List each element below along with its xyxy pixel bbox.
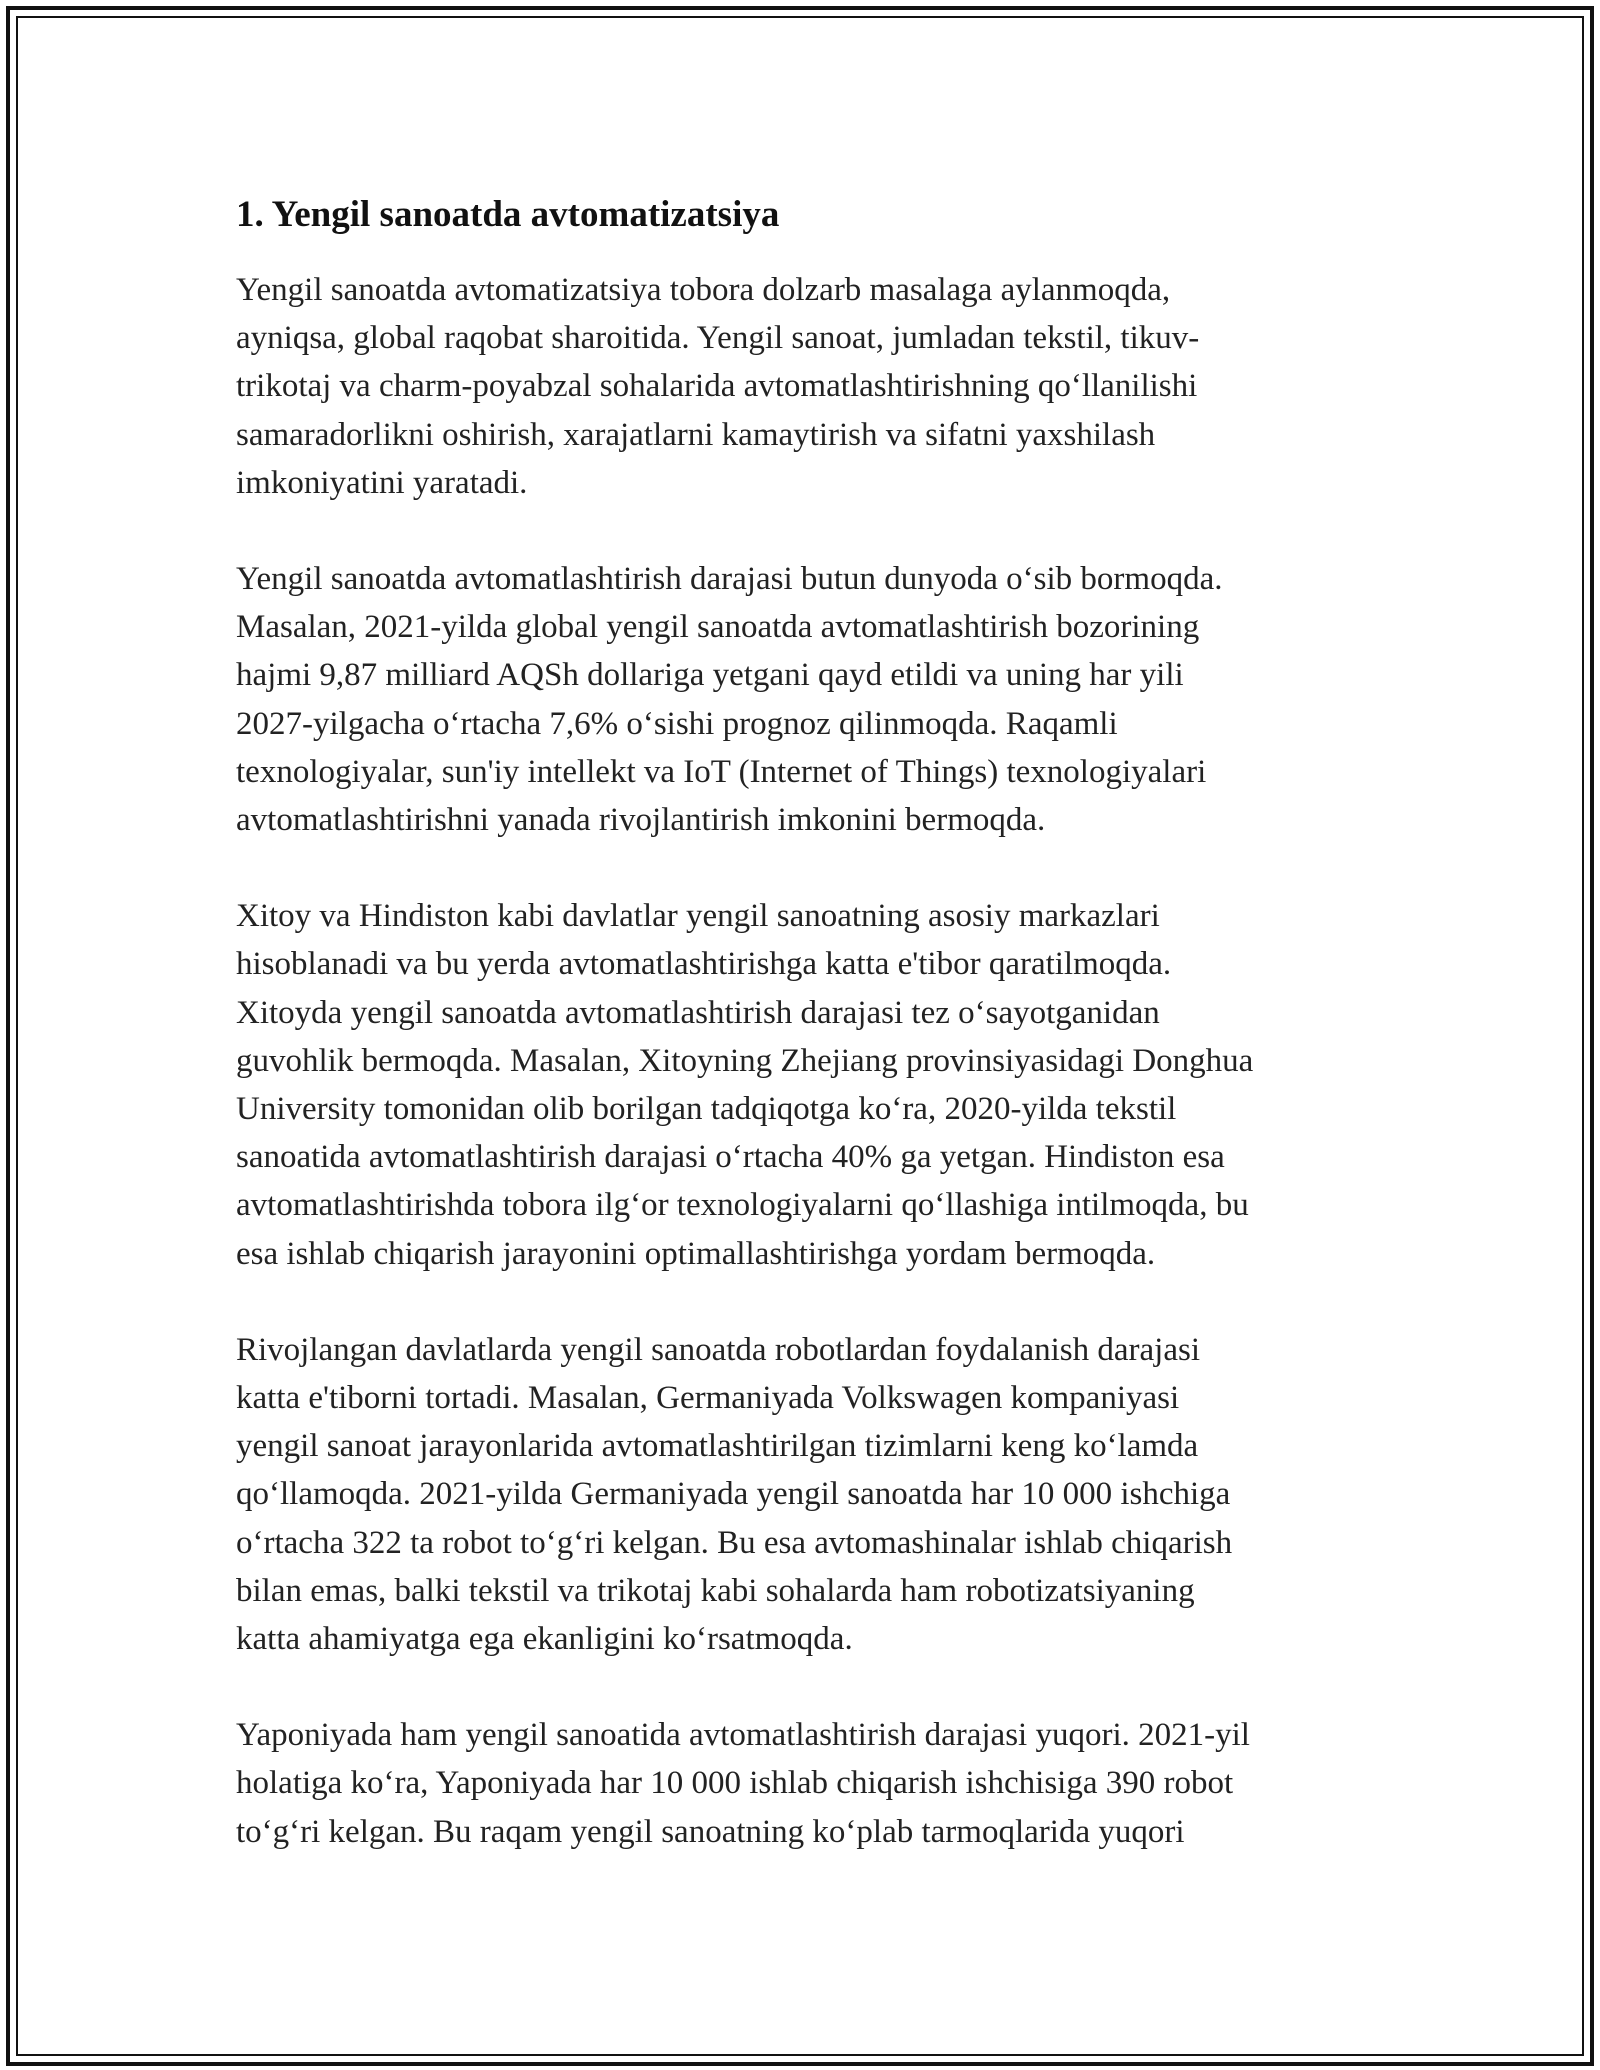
text-line: yengil sanoat jarayonlarida avtomatlashtirilgan tizimlarni keng ko‘lamda: [236, 1428, 1199, 1465]
text-line: Xitoyda yengil sanoatda avtomatlashtirish darajasi tez o‘sayotganidan: [236, 994, 1160, 1031]
paragraph-5: [236, 1711, 1376, 1856]
text-line: trikotaj va charm-poyabzal sohalarida avtomatlashtirishning qo‘llanilishi: [236, 368, 1198, 405]
paragraph-2: [236, 555, 1376, 844]
text-line: esa ishlab chiqarish jarayonini optimallashtirishga yordam bermoqda.: [236, 1235, 1156, 1272]
text-line: avtomatlashtirishda tobora ilg‘or texnologiyalarni qo‘llashiga intilmoqda, bu: [236, 1187, 1249, 1224]
text-line: to‘g‘ri kelgan. Bu raqam yengil sanoatning ko‘plab tarmoqlarida yuqori: [236, 1813, 1185, 1850]
paragraphs-container: [236, 266, 1376, 1856]
text-line: holatiga ko‘ra, Yaponiyada har 10 000 ishlab chiqarish ishchisiga 390 robot: [236, 1765, 1234, 1802]
text-line: guvohlik bermoqda. Masalan, Xitoyning Zhejiang provinsiyasidagi Donghua: [236, 1042, 1254, 1079]
text-line: University tomonidan olib borilgan tadqiqotga ko‘ra, 2020-yilda tekstil: [236, 1091, 1177, 1128]
text-line: Xitoy va Hindiston kabi davlatlar yengil sanoatning asosiy markazlari: [236, 898, 1160, 935]
text-line: avtomatlashtirishni yanada rivojlantirish imkonini bermoqda.: [236, 802, 1046, 839]
text-line: katta ahamiyatga ega ekanligini ko‘rsatmoqda.: [236, 1621, 853, 1658]
paragraph-4: [236, 1326, 1376, 1663]
paragraph-1: [236, 266, 1376, 507]
text-line: texnologiyalar, sun'iy intellekt va IoT (Internet of Things) texnologiyalari: [236, 753, 1207, 790]
text-line: imkoniyatini yaratadi.: [236, 464, 528, 501]
text-line: bilan emas, balki tekstil va trikotaj kabi sohalarda ham robotizatsiyaning: [236, 1572, 1195, 1609]
text-line: ayniqsa, global raqobat sharoitida. Yengil sanoat, jumladan tekstil, tikuv-: [236, 320, 1200, 357]
text-line: Masalan, 2021-yilda global yengil sanoatda avtomatlashtirish bozorining: [236, 609, 1200, 646]
text-line: sanoatida avtomatlashtirish darajasi o‘rtacha 40% ga yetgan. Hindiston esa: [236, 1139, 1225, 1176]
section-heading: 1. Yengil sanoatda avtomatizatsiya: [236, 194, 780, 235]
text-line: 2027-yilgacha o‘rtacha 7,6% o‘sishi prognoz qilinmoqda. Raqamli: [236, 705, 1118, 742]
text-line: Yengil sanoatda avtomatizatsiya tobora dolzarb masalaga aylanmoqda,: [236, 272, 1171, 308]
text-line: qo‘llamoqda. 2021-yilda Germaniyada yengil sanoatda har 10 000 ishchiga: [236, 1476, 1231, 1513]
text-line: samaradorlikni oshirish, xarajatlarni kamaytirish va sifatni yaxshilash: [236, 416, 1156, 453]
text-line: hajmi 9,87 milliard AQSh dollariga yetgani qayd etildi va uning har yili: [236, 657, 1184, 694]
paragraph-3: [236, 892, 1376, 1278]
text-line: katta e'tiborni tortadi. Masalan, Germaniyada Volkswagen kompaniyasi: [236, 1380, 1180, 1417]
document-body: [236, 188, 1376, 1904]
text-line: Yengil sanoatda avtomatlashtirish darajasi butun dunyoda o‘sib bormoqda.: [236, 561, 1223, 598]
text-line: Rivojlangan davlatlarda yengil sanoatda robotlardan foydalanish darajasi: [236, 1331, 1201, 1368]
text-line: Yaponiyada ham yengil sanoatida avtomatlashtirish darajasi yuqori. 2021-yil: [236, 1717, 1250, 1754]
text-line: hisoblanadi va bu yerda avtomatlashtirishga katta e'tibor qaratilmoqda.: [236, 946, 1172, 983]
text-line: o‘rtacha 322 ta robot to‘g‘ri kelgan. Bu esa avtomashinalar ishlab chiqarish: [236, 1524, 1233, 1561]
